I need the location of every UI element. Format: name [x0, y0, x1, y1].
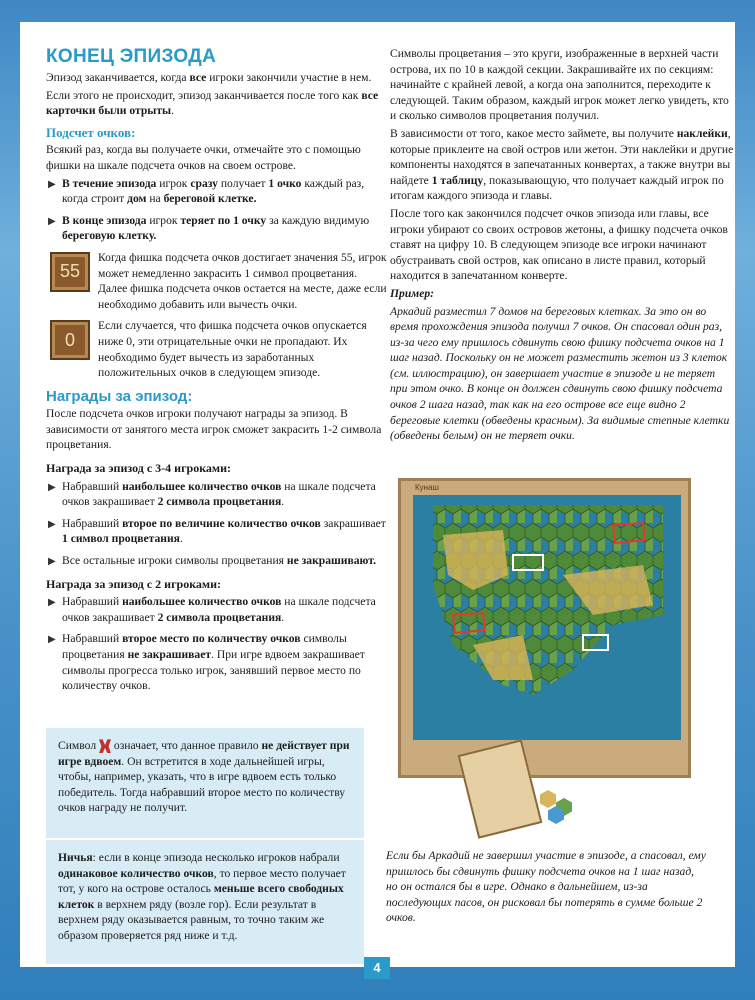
triangle-bullet-icon: ▶: [48, 556, 56, 568]
scoring-bullet-2: ▶ В конце эпизода игрок теряет по 1 очку за каждую видимую береговую клетку.: [48, 213, 370, 243]
triangle-bullet-icon: ▶: [48, 481, 56, 493]
example-heading: Пример:: [390, 286, 435, 300]
page-number: 4: [364, 957, 390, 979]
island-board-illustration: [398, 478, 691, 778]
reset-text: После того как закончился подсчет очков эпизода или главы, все игроки убирают со своих островов жетоны, а фишку подсчета очков ставят на цифру 10. В следующем эпизоде все игроки начинают обустраивать свой остров, как описано в листе правил, который находится в запечатанном конверте.: [390, 206, 728, 283]
score-token-55-icon: 55: [50, 252, 90, 292]
token-55-row: [46, 250, 389, 312]
tie-note-box: Ничья: если в конце эпизода несколько игроков набрали одинаковое количество очков, то первое место получает тот, у кого на острове осталось меньше всего свободных клеток в верхнем ряду (возле гор). Если результат в верхнем ряду оказывается равным, то точно таким же образом проверяется ряд ниже и т.д.: [46, 840, 364, 964]
triangle-bullet-icon: ▶: [48, 634, 56, 646]
rewards-2p-heading: Награда за эпизод с 2 игроками:: [46, 576, 222, 591]
scoring-bullet-1: ▶ В течение эпизода игрок сразу получает 1 очко каждый раз, когда строит дом на береговой клетке.: [48, 176, 365, 206]
example-text: Аркадий разместил 7 домов на береговых клетках. За это он во время прохождения эпизода получил 7 очков. Он спасовал один раз, из-за чего ему пришлось сдвинуть свою фишку подсчета очков на 1 шаг назад. Поскольку он не может разместить жетон из 3 клеток (см. иллюстрацию), он завершает участие в эпизоде и не теряет при этом очко. В конце он должен сдвинуть свою фишку подсчета очков 2 шага назад, так как на его острове все еще видно 2 береговые клетки (обведены красным). За видимые степные клетки (обведены белым) он не теряет очки.: [390, 304, 730, 443]
reward-2p-bullet-2: ▶ Набравший второе место по количеству очков символы процветания не закрашивает. При игре вдвоем закрашивает символы прогресса только игрок, занявший первое место по количеству очков.: [48, 632, 365, 693]
right-column: [390, 46, 735, 446]
reward-34-bullet-2: ▶ Набравший второе по величине количество очков закрашивает 1 символ процветания.: [48, 516, 386, 546]
board-label: Кунаш: [415, 483, 439, 492]
token-0-row: [46, 318, 389, 380]
intro-p2: Если этого не происходит, эпизод заканчивается после того как все карточки были отрыты.: [46, 88, 379, 118]
triangle-bullet-icon: ▶: [48, 215, 56, 227]
reward-34-bullet-1: ▶ Набравший наибольшее количество очков на шкале подсчета очков закрашивает 2 символа процветания.: [48, 479, 376, 509]
scoring-text: Всякий раз, когда вы получаете очки, отмечайте это с помощью фишки на шкале подсчета очков на своем острове.: [46, 143, 361, 172]
stickers-text: В зависимости от того, какое место займете, вы получите наклейки, которые приклеите на свой остров или жетон. Эти наклейки и другие компоненты находятся в запечатанных конвертах, а также внутри вы найдете 1 таблицу, показывающую, что получает каждый игрок по итогам каждого эпизода и главы.: [390, 126, 734, 203]
triangle-bullet-icon: ▶: [48, 178, 56, 190]
scoring-heading: Подсчет очков:: [46, 124, 136, 140]
rewards-text: После подсчета очков игроки получают награды за эпизод. В зависимости от занятого места игрок сможет закрасить 1-2 символа процветания.: [46, 407, 382, 452]
illustration-caption: Если бы Аркадий не завершил участие в эпизоде, а спасовал, ему пришлось бы сдвинуть фишку подсчета очков на 1 шаг назад, но он остался бы в игре. Однако в дальнейшем, из-за последующих пасов, он рисковал бы потерять в сумме больше 2 очков.: [386, 849, 706, 925]
prosperity-text: Символы процветания – это круги, изображенные в верхней части острова, их по 10 в каждой секции. Закрашивайте их по секциям: начинайте с крайней левой, а когда она заполнится, переходите к следующей. Таким образом, каждый игрок может легко увидеть, кто и сколько символов процветания получил.: [390, 47, 729, 123]
token-0-text: Если случается, что фишка подсчета очков опускается ниже 0, эти отрицательные очки не пропадают. Их необходимо будет вычесть из заработанных положительных очков в следующем эпизоде.: [98, 319, 367, 380]
page-title: КОНЕЦ ЭПИЗОДА: [46, 46, 217, 67]
no-two-player-icon: [99, 739, 111, 753]
triangle-bullet-icon: ▶: [48, 597, 56, 609]
two-player-note-box: Символ означает, что данное правило не действует при игре вдвоем. Он встретится в ходе дальнейшей игры, чтобы, например, указать, что в игре вдвоем есть только победитель. Тогда набравший второе место по количеству очков награду не получит.: [46, 728, 364, 838]
island-map: [413, 495, 678, 737]
island-hex-map: [413, 495, 681, 740]
intro-p1: Эпизод заканчивается, когда все игроки закончили участие в нем.: [46, 71, 372, 84]
rewards-heading: Награды за эпизод:: [46, 387, 193, 405]
reward-34-bullet-3: ▶ Все остальные игроки символы процветания не закрашивают.: [46, 553, 389, 569]
triangle-bullet-icon: ▶: [48, 518, 56, 530]
token-55-text: Когда фишка подсчета очков достигает значения 55, игрок может немедленно закрасить 1 символ процветания. Далее фишка подсчета очков остается на месте, даже если необходимо добавить или вычесть очки.: [98, 250, 387, 311]
reward-2p-bullet-1: ▶ Набравший наибольшее количество очков на шкале подсчета очков закрашивает 2 символа процветания.: [48, 595, 376, 624]
rewards-34-heading: Награда за эпизод с 3-4 игроками:: [46, 461, 232, 476]
score-token-0-icon: 0: [50, 320, 90, 360]
left-column: [46, 46, 389, 700]
